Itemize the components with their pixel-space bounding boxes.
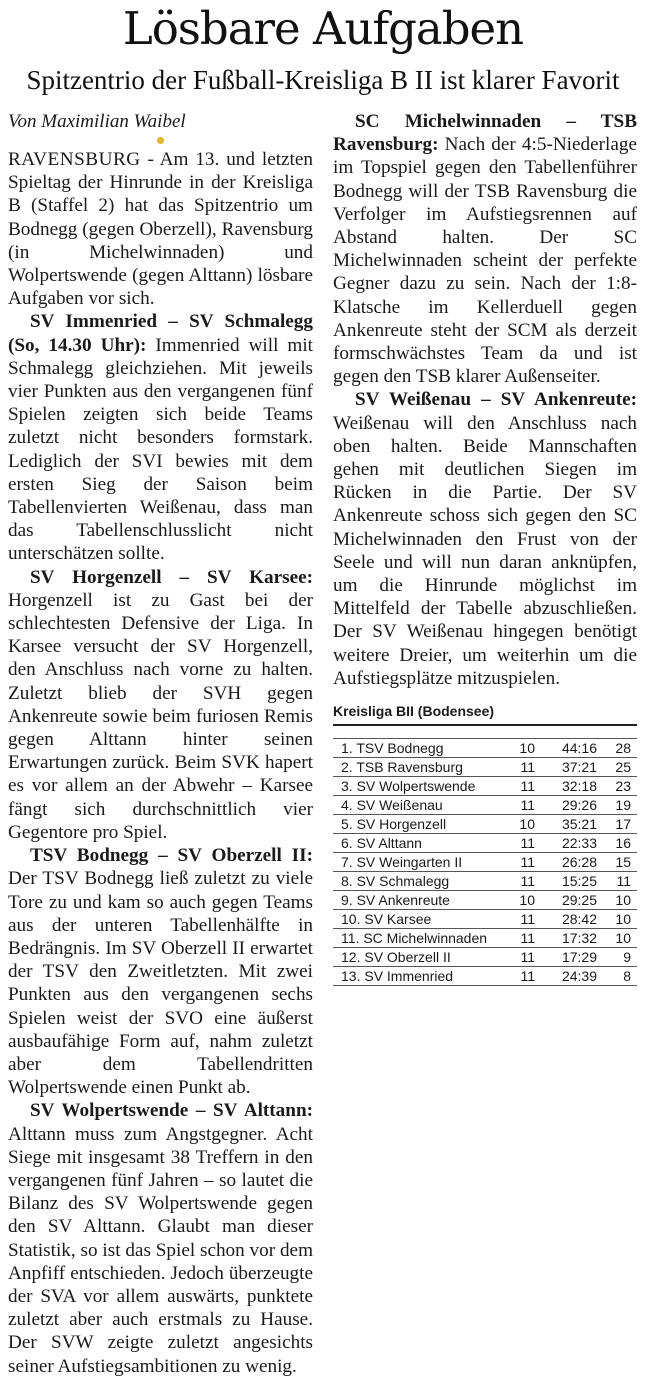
byline: Von Maximilian Waibel	[8, 111, 186, 132]
goals-cell: 37:21	[535, 758, 597, 777]
section-heading: TSV Bodnegg – SV Oberzell II:	[30, 845, 313, 867]
section-paragraph	[333, 388, 637, 690]
section-paragraph	[8, 1099, 313, 1377]
points-cell: 16	[597, 834, 637, 853]
table-row	[333, 796, 637, 815]
goals-cell: 24:39	[535, 967, 597, 986]
goals-cell: 26:28	[535, 853, 597, 872]
team-cell: 11. SC Michelwinnaden	[333, 929, 505, 948]
table-row	[333, 777, 637, 796]
headline: Lösbare Aufgaben	[122, 2, 524, 55]
goals-cell: 17:29	[535, 948, 597, 967]
table-row	[333, 910, 637, 929]
team-cell: 4. SV Weißenau	[333, 796, 505, 815]
table-row	[333, 815, 637, 834]
games-cell: 11	[505, 929, 535, 948]
points-cell: 15	[597, 853, 637, 872]
table-row	[333, 948, 637, 967]
team-cell: 10. SV Karsee	[333, 910, 505, 929]
section-heading: SV Immenried – SV Schmalegg (So, 14.30 Uhr):	[8, 311, 313, 356]
article-column-left	[8, 110, 313, 1378]
article-column-right	[333, 110, 637, 986]
intro-paragraph	[8, 148, 313, 310]
team-cell: 8. SV Schmalegg	[333, 872, 505, 891]
table-row	[333, 872, 637, 891]
section-heading: SV Wolpertswende – SV Alttann:	[30, 1100, 313, 1122]
team-cell: 9. SV Ankenreute	[333, 891, 505, 910]
points-cell: 28	[597, 739, 637, 758]
games-cell: 11	[505, 758, 535, 777]
section-text: Horgenzell ist zu Gast bei der schlechtesten Defensive der Liga. In Karsee versucht der SV Horgenzell, den Anschluss nach vorne zu halten. Zuletzt blieb der SVH gegen Ankenreute sowie beim furiosen Remis gegen Alttann hinter seinen Erwartungen zurück. Beim SVK hapert es vor allem an der Abwehr – Karsee fängt sich durchschnittlich vier Gegentore pro Spiel.	[8, 589, 313, 843]
games-cell: 11	[505, 967, 535, 986]
section-text: Weißenau will den Anschluss nach oben halten. Beide Mannschaften gehen mit deutlichen Siegen im Rücken in die Partie. Der SV Ankenreute schoss sich gegen den SC Michelwinnaden den Frust von der Seele und will nun daran anknüpfen, um die Hinrunde möglichst im Mittelfeld der Tabelle abzuschließen. Der SV Weißenau hingegen benötigt weitere Dreier, um weiterhin um die Aufstiegsplätze mitzuspielen.	[333, 412, 637, 689]
games-cell: 11	[505, 910, 535, 929]
section-text: Immenried will mit Schmalegg gleichziehen. Mit jeweils vier Punkten aus den vergangenen fünf Spielen zeigten sich beide Teams zuletzt nicht besonders formstark. Lediglich der SVI bewies mit dem ersten Sieg der Saison beim Tabellenvierten Weißenau, dass man das Tabellenschlusslicht nicht unterschätzen sollte.	[8, 334, 313, 565]
section-text: Nach der 4:5-Niederlage im Topspiel gegen den Tabellenführer Bodnegg will der TSB Ravensburg die Verfolger im Aufstiegsrennen auf Abstand halten. Der SC Michelwinnaden scheint der perfekte Gegner dazu zu sein. Nach der 1:8-Klatsche im Kellerduell gegen Ankenreute steht der SCM als derzeit formschwächstes Team da und ist gegen den TSB klarer Außenseiter.	[333, 134, 637, 388]
table-row	[333, 929, 637, 948]
team-cell: 6. SV Alttann	[333, 834, 505, 853]
dot-icon	[157, 137, 164, 144]
goals-cell: 15:25	[535, 872, 597, 891]
section-paragraph	[8, 844, 313, 1099]
standings-table	[333, 738, 637, 986]
goals-cell: 35:21	[535, 815, 597, 834]
points-cell: 25	[597, 758, 637, 777]
section-heading: SV Horgenzell – SV Karsee:	[30, 566, 313, 588]
table-row	[333, 967, 637, 986]
section-paragraph	[333, 110, 637, 388]
table-row	[333, 739, 637, 758]
games-cell: 11	[505, 948, 535, 967]
goals-cell: 22:33	[535, 834, 597, 853]
team-cell: 13. SV Immenried	[333, 967, 505, 986]
team-cell: 7. SV Weingarten II	[333, 853, 505, 872]
goals-cell: 29:26	[535, 796, 597, 815]
games-cell: 10	[505, 815, 535, 834]
dateline: RAVENSBURG	[8, 149, 141, 170]
table-divider	[333, 724, 637, 726]
points-cell: 23	[597, 777, 637, 796]
points-cell: 9	[597, 948, 637, 967]
goals-cell: 28:42	[535, 910, 597, 929]
points-cell: 10	[597, 891, 637, 910]
section-paragraph	[8, 566, 313, 844]
byline-dot	[8, 134, 313, 144]
goals-cell: 17:32	[535, 929, 597, 948]
points-cell: 19	[597, 796, 637, 815]
games-cell: 10	[505, 891, 535, 910]
section-heading: SV Weißenau – SV Ankenreute:	[355, 389, 637, 411]
goals-cell: 44:16	[535, 739, 597, 758]
games-cell: 11	[505, 834, 535, 853]
table-row	[333, 853, 637, 872]
table-row	[333, 834, 637, 853]
section-text: Der TSV Bodnegg ließ zuletzt zu viele Tore zu und kam so auch gegen Teams aus der unteren Tabellenhälfte in Bedrängnis. Im SV Oberzell II erwartet der TSV den Zweitletzten. Mit zwei Punkten aus den vergangenen sechs Spielen weist der SVO eine äußerst ausbaufähige Form auf, nahm zuletzt aber dem Tabellendritten Wolpertswende einen Punkt ab.	[8, 868, 313, 1099]
games-cell: 11	[505, 872, 535, 891]
team-cell: 5. SV Horgenzell	[333, 815, 505, 834]
intro-text: - Am 13. und letzten Spieltag der Hinrunde in der Kreisliga B (Staffel 2) hat das Spitzentrio um Bodnegg (gegen Oberzell), Ravensburg (in Michelwinnaden) und Wolpertswende (gegen Alttann) lösbare Aufgaben vor sich.	[8, 149, 313, 310]
games-cell: 10	[505, 739, 535, 758]
section-text: Alttann muss zum Angstgegner. Acht Siege mit insgesamt 38 Treffern in den vergangenen fünf Jahren – so lautet die Bilanz des SV Wolpertswende gegen den SV Alttann. Glaubt man dieser Statistik, so ist das Spiel schon vor dem Anpfiff entschieden. Jedoch überzeugte der SVA vor allem auswärts, punktete zuletzt aber auch erstmals zu Hause. Der SVW zeigte zuletzt angesichts seiner Aufstiegsambitionen zu wenig.	[8, 1123, 313, 1377]
games-cell: 11	[505, 853, 535, 872]
goals-cell: 32:18	[535, 777, 597, 796]
table-title: Kreisliga BII (Bodensee)	[333, 703, 495, 720]
table-row	[333, 758, 637, 777]
team-cell: 1. TSV Bodnegg	[333, 739, 505, 758]
subheadline: Spitzentrio der Fußball-Kreisliga B II ist klarer Favorit	[26, 65, 620, 95]
section-heading: SC Michelwinnaden – TSB Ravensburg:	[333, 111, 637, 156]
table-row	[333, 891, 637, 910]
points-cell: 8	[597, 967, 637, 986]
games-cell: 11	[505, 777, 535, 796]
points-cell: 11	[597, 872, 637, 891]
goals-cell: 29:25	[535, 891, 597, 910]
team-cell: 3. SV Wolpertswende	[333, 777, 505, 796]
games-cell: 11	[505, 796, 535, 815]
points-cell: 17	[597, 815, 637, 834]
team-cell: 2. TSB Ravensburg	[333, 758, 505, 777]
points-cell: 10	[597, 910, 637, 929]
team-cell: 12. SV Oberzell II	[333, 948, 505, 967]
points-cell: 10	[597, 929, 637, 948]
section-paragraph	[8, 310, 313, 565]
